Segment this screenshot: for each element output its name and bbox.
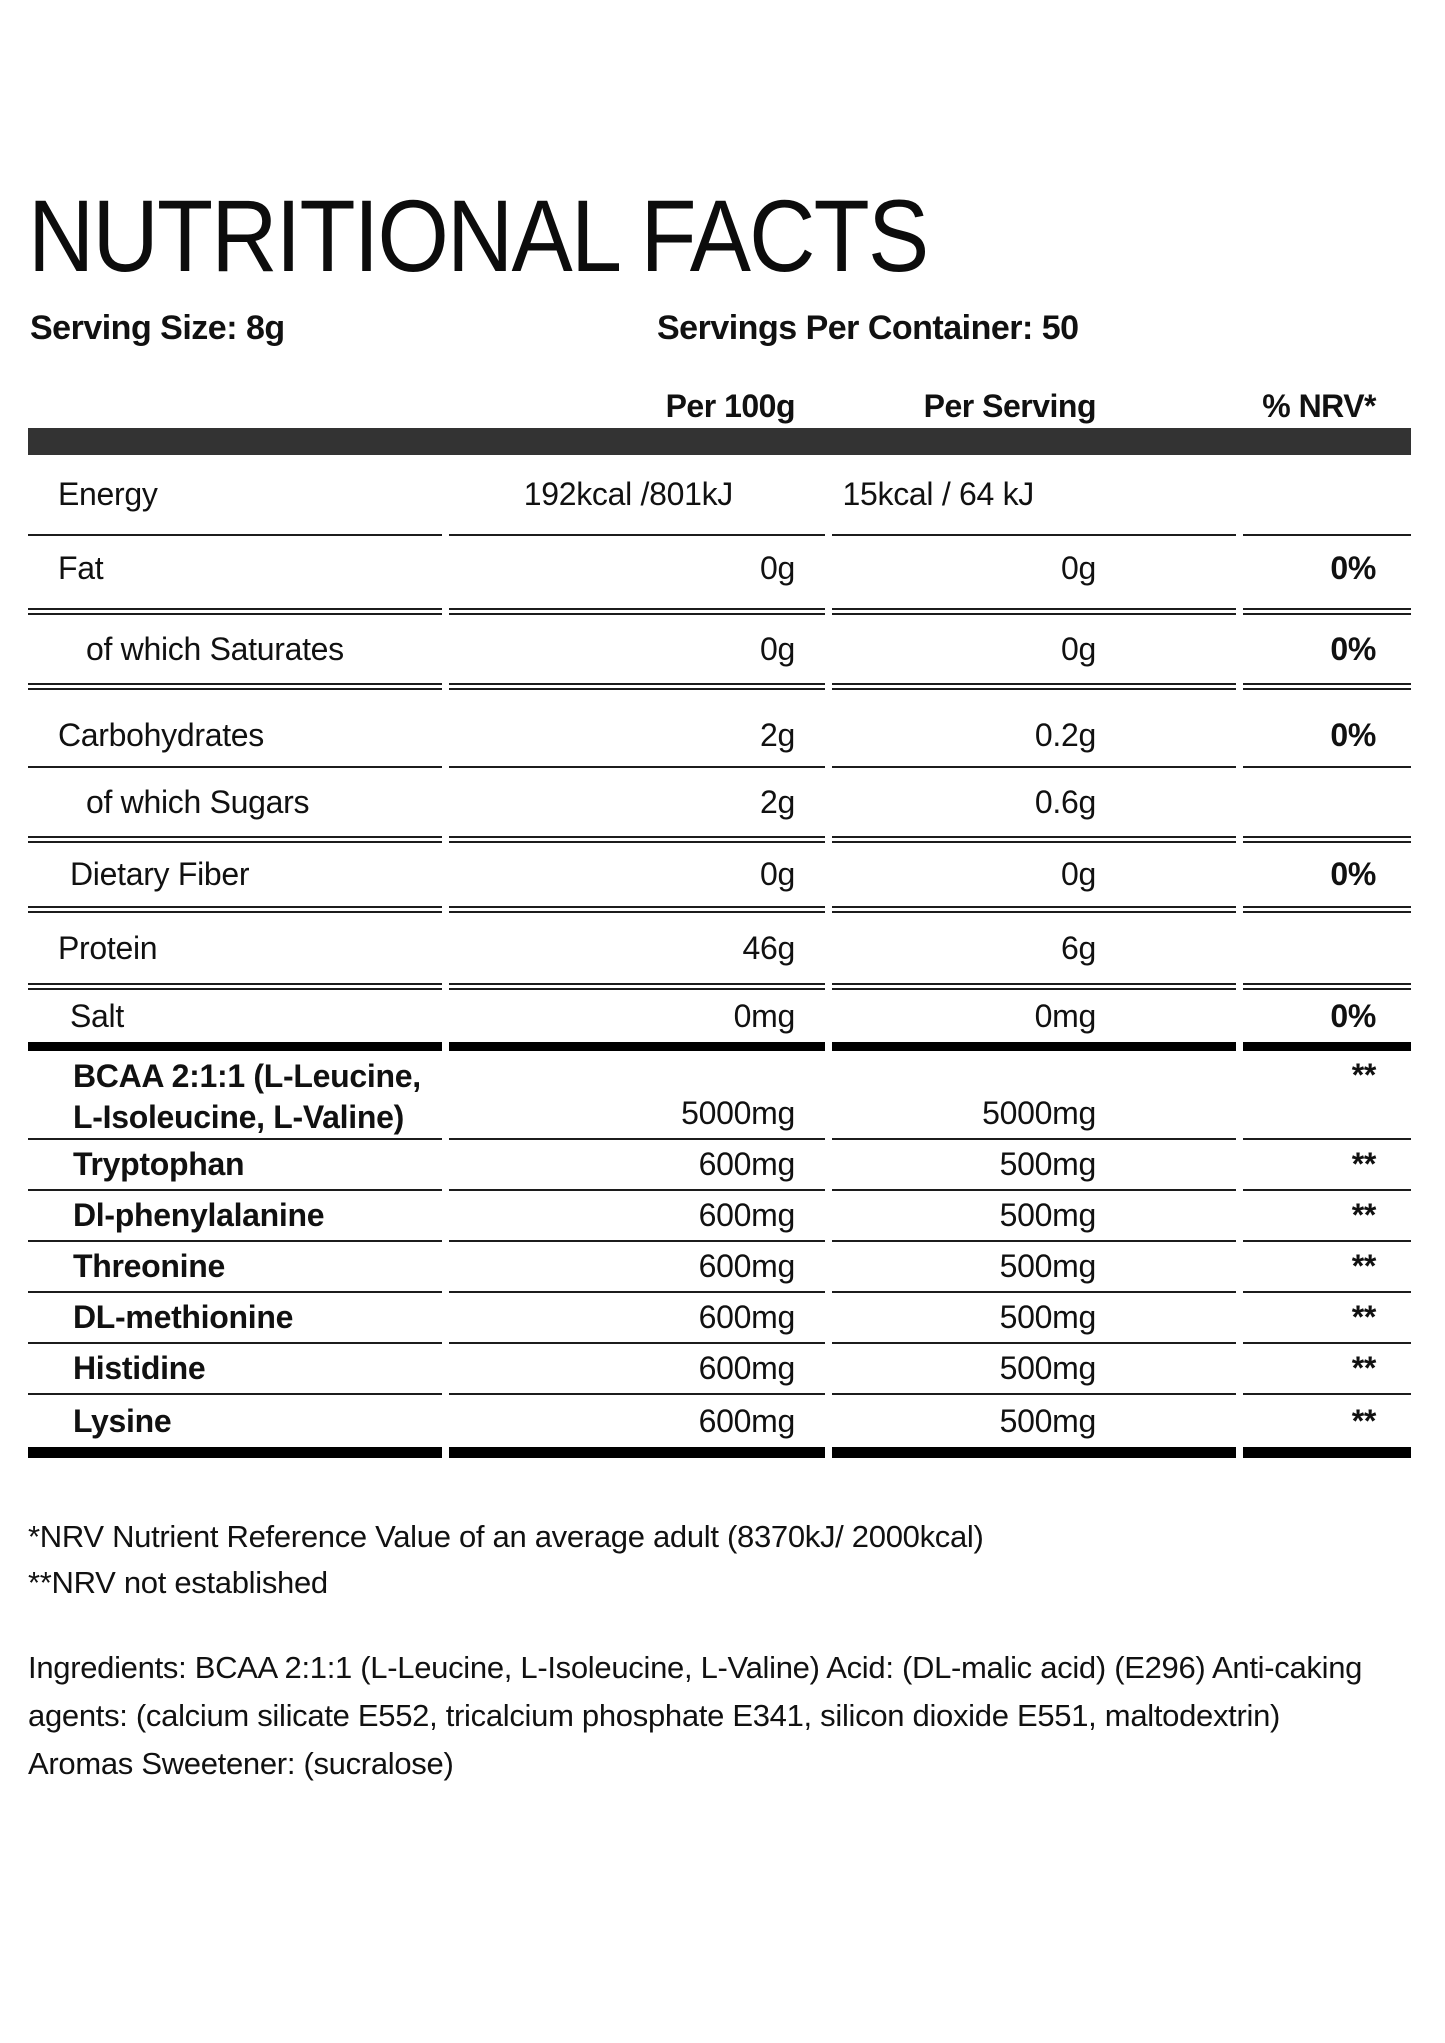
row-per-serving: 0g (832, 536, 1236, 615)
row-per-100g: 2g (449, 690, 825, 768)
column-header-per-100g: Per 100g (665, 388, 795, 424)
table-row-fat (28, 536, 1411, 615)
row-label: DL-methionine (28, 1293, 442, 1344)
table-row-saturates (28, 615, 1411, 690)
ingredients-text: Ingredients: BCAA 2:1:1 (L-Leucine, L-Isoleucine, L-Valine) Acid: (DL-malic acid) (E296) Anti-caking agents: (calcium silicate E552, tricalcium phosphate E341, silicon dioxide E551, maltodextrin) Aromas Sweetener: (sucralose) (28, 1650, 1363, 1781)
row-per-100g: 0g (449, 536, 825, 615)
serving-info-line (28, 309, 1411, 351)
row-nrv (1243, 455, 1411, 536)
row-per-serving: 500mg (832, 1242, 1236, 1293)
page-title: NUTRITIONAL FACTS (28, 179, 928, 293)
table-row-salt (28, 990, 1411, 1051)
row-per-serving: 6g (832, 913, 1236, 990)
row-per-serving: 500mg (832, 1395, 1236, 1458)
table-row-dietary-fiber (28, 843, 1411, 913)
row-per-100g: 46g (449, 913, 825, 990)
row-nrv: 0% (1243, 843, 1411, 913)
column-header-per-serving: Per Serving (923, 388, 1096, 424)
table-row-dl-methionine (28, 1293, 1411, 1344)
table-row-protein (28, 913, 1411, 990)
label-content (28, 0, 1411, 1788)
nutrition-table (28, 455, 1411, 1458)
row-nrv: ** (1243, 1051, 1411, 1140)
table-row-bcaa (28, 1051, 1411, 1140)
row-per-100g: 600mg (449, 1191, 825, 1242)
table-row-tryptophan (28, 1140, 1411, 1191)
table-row-carbohydrates (28, 690, 1411, 768)
row-label: Dietary Fiber (28, 843, 442, 913)
row-label: of which Saturates (28, 615, 442, 690)
row-nrv (1243, 768, 1411, 843)
table-row-histidine (28, 1344, 1411, 1395)
row-per-serving: 5000mg (832, 1051, 1236, 1140)
row-per-100g: 5000mg (449, 1051, 825, 1140)
row-nrv: 0% (1243, 990, 1411, 1051)
footnote-nrv: *NRV Nutrient Reference Value of an average adult (8370kJ/ 2000kcal) (28, 1519, 984, 1554)
row-per-serving: 0.2g (832, 690, 1236, 768)
row-nrv: ** (1243, 1344, 1411, 1395)
table-row-energy (28, 455, 1411, 536)
footnotes (28, 1514, 1411, 1606)
table-row-dl-phenylalanine (28, 1191, 1411, 1242)
row-per-100g: 192kcal /801kJ (449, 455, 825, 536)
servings-per-container-text: Servings Per Container: 50 (657, 309, 1079, 347)
row-label (28, 1051, 442, 1140)
row-label: Tryptophan (28, 1140, 442, 1191)
table-header-bar (28, 428, 1411, 455)
table-row-threonine (28, 1242, 1411, 1293)
row-nrv: ** (1243, 1395, 1411, 1458)
bcaa-label-line2: L-Isoleucine, L-Valine) (73, 1099, 404, 1135)
row-label: Threonine (28, 1242, 442, 1293)
row-per-serving: 500mg (832, 1140, 1236, 1191)
row-per-100g: 600mg (449, 1140, 825, 1191)
row-per-100g: 2g (449, 768, 825, 843)
row-per-100g: 600mg (449, 1242, 825, 1293)
row-nrv: ** (1243, 1242, 1411, 1293)
row-label: Histidine (28, 1344, 442, 1395)
row-per-100g: 600mg (449, 1293, 825, 1344)
row-nrv: ** (1243, 1293, 1411, 1344)
row-per-100g: 0mg (449, 990, 825, 1051)
row-per-serving: 500mg (832, 1191, 1236, 1242)
row-per-100g: 0g (449, 615, 825, 690)
column-header-nrv: % NRV* (1262, 388, 1376, 424)
row-per-serving: 0.6g (832, 768, 1236, 843)
table-row-lysine (28, 1395, 1411, 1458)
row-per-serving: 500mg (832, 1344, 1236, 1395)
row-label: Salt (28, 990, 442, 1051)
row-per-100g: 600mg (449, 1344, 825, 1395)
row-per-100g: 0g (449, 843, 825, 913)
row-per-serving: 500mg (832, 1293, 1236, 1344)
row-nrv: ** (1243, 1191, 1411, 1242)
row-label: Energy (28, 455, 442, 536)
footnote-nrv-not-established: **NRV not established (28, 1565, 328, 1600)
row-per-serving: 0mg (832, 990, 1236, 1051)
row-nrv (1243, 913, 1411, 990)
row-per-serving: 0g (832, 843, 1236, 913)
table-row-sugars (28, 768, 1411, 843)
serving-size-text: Serving Size: 8g (30, 309, 285, 347)
row-nrv: 0% (1243, 690, 1411, 768)
row-label: Protein (28, 913, 442, 990)
row-label: of which Sugars (28, 768, 442, 843)
row-per-serving: 0g (832, 615, 1236, 690)
bcaa-label-line1: BCAA 2:1:1 (L-Leucine, (73, 1058, 421, 1094)
row-label: Carbohydrates (28, 690, 442, 768)
row-nrv: 0% (1243, 615, 1411, 690)
table-column-headers (28, 379, 1411, 425)
row-per-100g: 600mg (449, 1395, 825, 1458)
row-per-serving: 15kcal / 64 kJ (832, 455, 1236, 536)
row-nrv: ** (1243, 1140, 1411, 1191)
row-label: Dl-phenylalanine (28, 1191, 442, 1242)
row-label: Fat (28, 536, 442, 615)
row-nrv: 0% (1243, 536, 1411, 615)
row-label: Lysine (28, 1395, 442, 1458)
